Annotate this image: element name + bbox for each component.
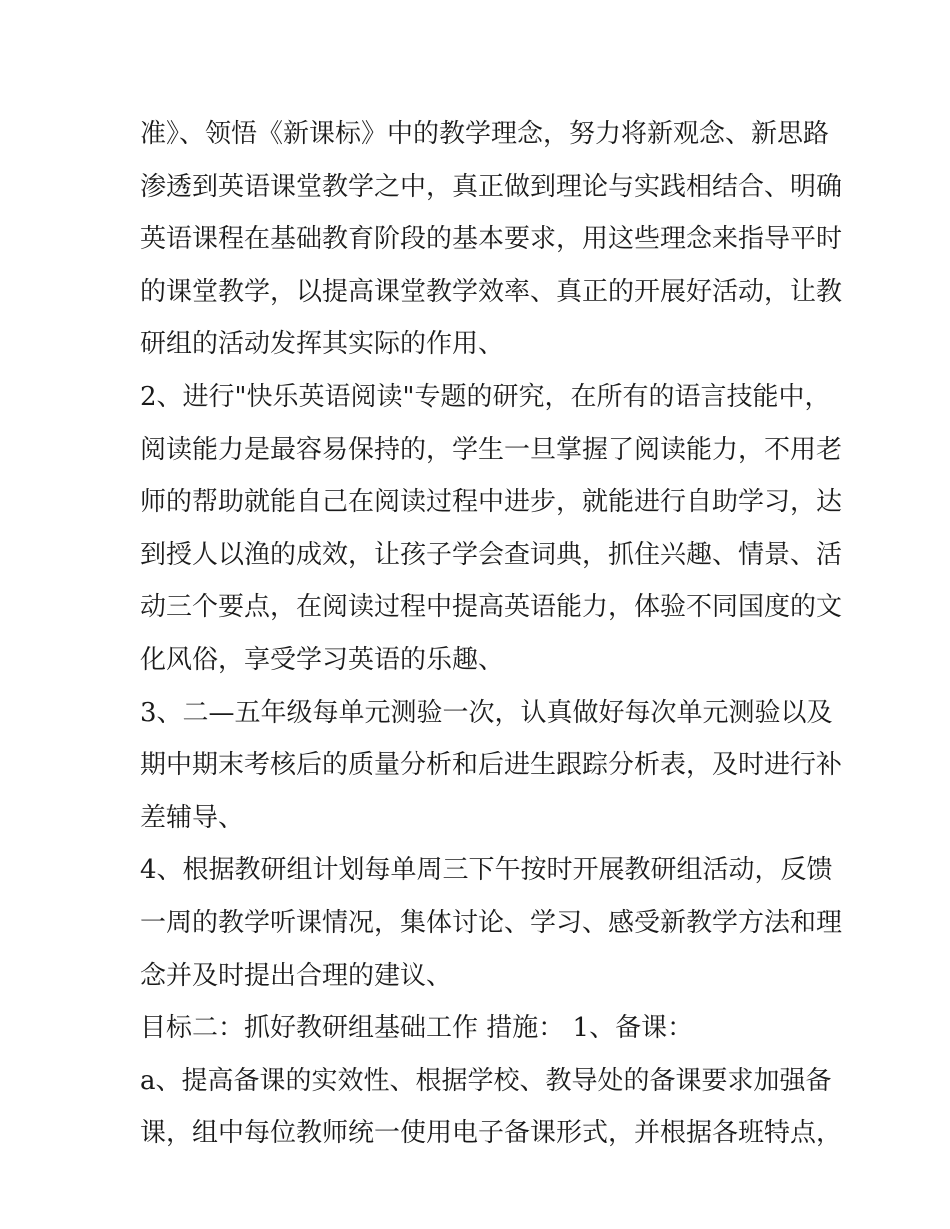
text-line: 课，组中每位教师统一使用电子备课形式，并根据各班特点， [140,1118,843,1149]
body-text [140,108,843,1160]
text-line: 目标二：抓好教研组基础工作 措施： 1、备课： [140,1013,694,1044]
text-line: 2、进行"快乐英语阅读"专题的研究，在所有的语言技能中， [140,381,831,412]
text-line: 动三个要点，在阅读过程中提高英语能力，体验不同国度的文 [140,592,843,623]
text-line: 英语课程在基础教育阶段的基本要求，用这些理念来指导平时 [140,224,843,255]
text-line: 师的帮助就能自己在阅读过程中进步，就能进行自助学习，达 [140,487,843,518]
text-line: 的课堂教学，以提高课堂教学效率、真正的开展好活动，让教 [140,276,843,307]
text-line: 准》、领悟《新课标》中的教学理念，努力将新观念、新思路 [140,119,830,149]
text-line: 化风俗，享受学习英语的乐趣、 [140,644,505,675]
text-line: 到授人以渔的成效，让孩子学会查词典，抓住兴趣、情景、活 [140,539,843,570]
text-line: a、提高备课的实效性、根据学校、教导处的备课要求加强备 [140,1065,832,1096]
text-line: 差辅导、 [140,802,245,833]
text-line: 一周的教学听课情况，集体讨论、学习、感受新教学方法和理 [140,907,843,938]
text-line: 期中期末考核后的质量分析和后进生跟踪分析表，及时进行补 [140,750,843,781]
text-line: 研组的活动发挥其实际的作用、 [140,329,505,360]
text-line: 念并及时提出合理的建议、 [140,960,453,991]
text-line: 4、根据教研组计划每单周三下午按时开展教研组活动，反馈 [140,855,833,886]
text-line: 阅读能力是最容易保持的，学生一旦掌握了阅读能力，不用老 [140,434,843,465]
text-line: 渗透到英语课堂教学之中，真正做到理论与实践相结合、明确 [140,171,843,202]
text-line: 3、二—五年级每单元测验一次，认真做好每次单元测验以及 [140,697,833,728]
